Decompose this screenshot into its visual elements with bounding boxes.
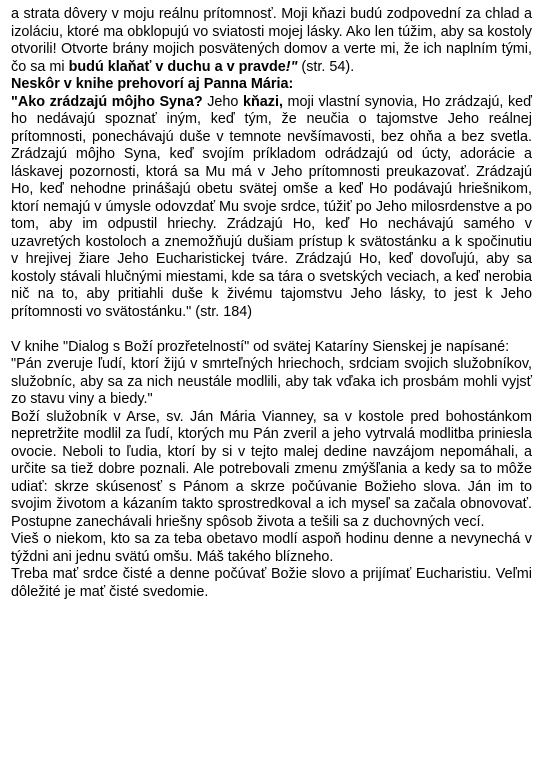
priests-emphasis: kňazi, xyxy=(242,93,283,110)
betrayal-question: "Ako zrádzajú môjho Syna? xyxy=(11,93,203,110)
paragraph-question: Vieš o niekom, kto sa za teba obetavo modlí aspoň hodinu denne a nevynechá v týždni ani jednu svätú omšu. Máš takého blízneho. xyxy=(11,531,532,565)
paragraph-vianney: Boží služobník v Arse, sv. Ján Mária Vianney, sa v kostole pred bohostánkom nepretržite modlil za ľudí, ktorých mu Pán zveril a jeho vytrvalá modlitba priniesla ovocie. Neboli to ľudia, ktorí by si v tejto malej dedine navzájom nepomáhali, a určite sa tiež dobre poznali. Ale potrebovali zmenu zmýšľania a kedy sa to môže udiať: skrze skúsenosť s Pánom a skrze počúvanie Božieho slova. Ján im to svojim životom a kázaním takto sprostredkoval a ich myseľ sa začala obnovovať. Postupne zanechávali hriešny spôsob života a tešili sa z duchovných vecí. xyxy=(11,408,532,530)
paragraph-book-reference: V knihe "Dialog s Boží prozřetelností" od svätej Kataríny Sienskej je napísané: xyxy=(11,338,510,355)
section-heading: Neskôr v knihe prehovorí aj Panna Mária: xyxy=(11,76,294,92)
worship-emphasis: budú klaňať v duchu a v pravde xyxy=(68,58,286,75)
paragraph-betrayal xyxy=(11,94,532,322)
quote-close: !" xyxy=(285,58,298,75)
page-reference: (str. 54). xyxy=(297,58,355,75)
paragraph-betrayal-text: moji vlastní synovia, Ho zrádzajú, keď ho nedávajú spoznať iným, keď tým, že neučia o tajomstve Jeho reálnej prítomnosti, ponechávajú duše v temnote nevšímavosti, bez ohňa a bez svetla. Zrádzajú môjho Syna, keď svojím príkladom odrádzajú od úcty, adorácie a láskavej pozornosti, ktorá sa Mu má v Jeho prítomnosti preukazovať. Zrádzajú Ho, keď nehodne prinášajú obetu svätej omše a keď Ho podávajú hriešnikom, ktorí nemajú v úmysle odovzdať Mu svoje srdce, túžiť po Jeho milosrdenstve a po tom, aby im odpustil hriechy. Zrádzajú Ho, keď Ho nechávajú samého v uzavretých kostoloch a znemožňujú dušiam prístup k svätostánku a k spočinutiu v hrejivej žiare Jeho Eucharistickej tváre. Zrádzajú Ho, keď dovoľujú, aby sa kostoly stávali hlučnými miestami, kde sa tára o svetských veciach, a keď nerobia nič na to, aby pritiahli duše k živému tajomstvu Jeho lásky, to jest k Jeho prítomnosti vo svätostánku." (str. 184) xyxy=(11,93,532,320)
paragraph-betrayal-lead: Jeho xyxy=(202,93,243,110)
paragraph-spacer xyxy=(11,321,532,339)
paragraph-presence-text: a strata dôvery v moju reálnu prítomnosť. Moji kňazi budú zodpovední za chlad a izoláciu, ktoré ma obklopujú vo sviatosti mojej lásky. Ako len túžim, aby sa kostoly otvorili! Otvorte brány mojich posvätených domov a verte mi, že ich naplním tými, čo sa mi xyxy=(11,6,532,75)
paragraph-quote-catherine: "Pán zveruje ľudí, ktorí žijú v smrteľných hriechoch, srdciam svojich služobníkov, služobníc, aby sa za nich neustále modlili, aby tak vďaka ich prosbám mohli vyjsť zo stavu viny a biedy." xyxy=(11,356,532,407)
paragraph-conclusion: Treba mať srdce čisté a denne počúvať Božie slovo a prijímať Eucharistiu. Veľmi dôležité je mať čisté svedomie. xyxy=(11,566,532,600)
paragraph-presence xyxy=(11,6,532,76)
